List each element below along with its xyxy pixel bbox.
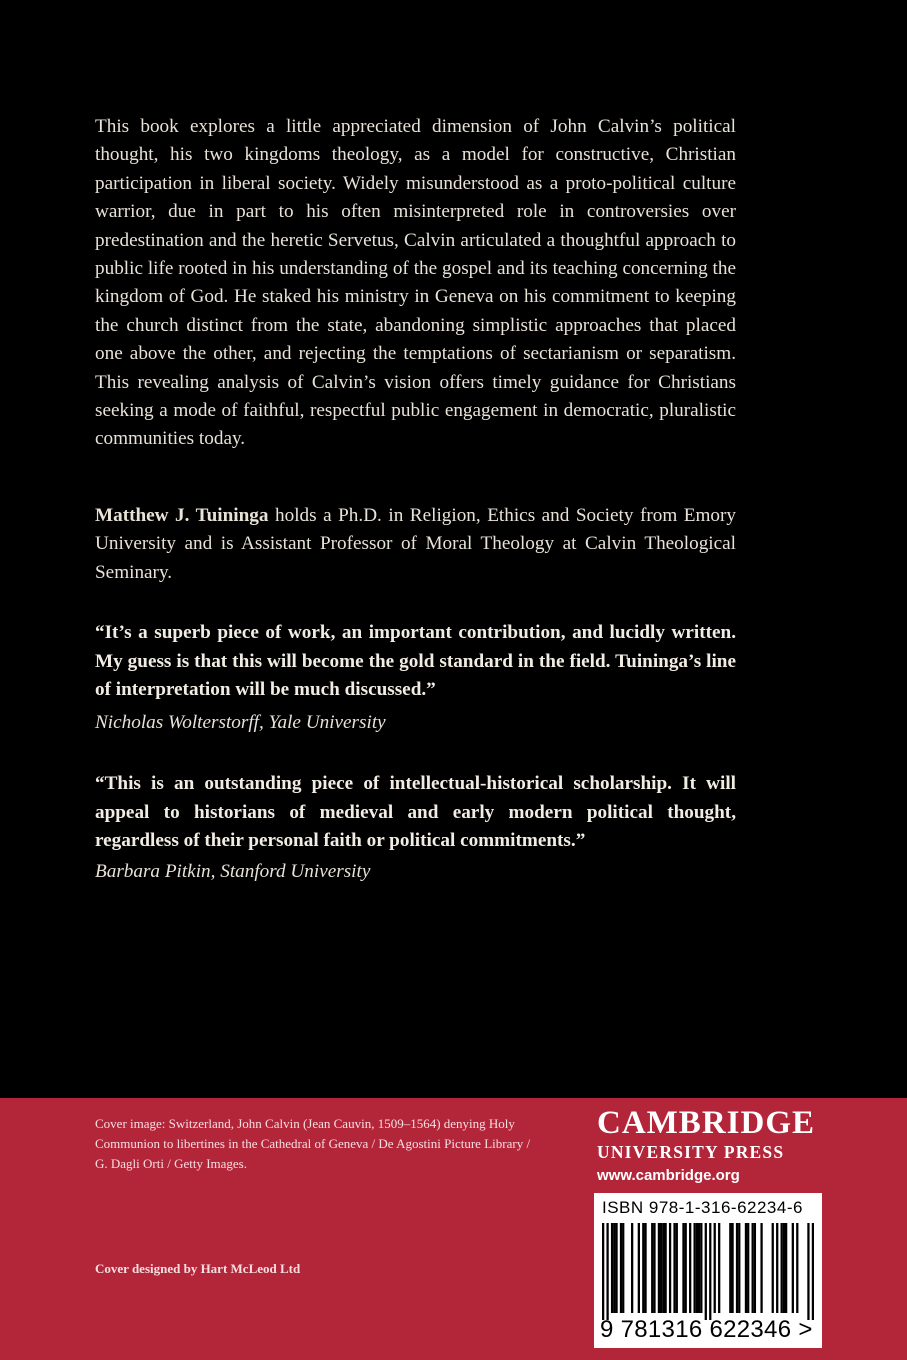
review-attribution-2: Barbara Pitkin, Stanford University (95, 861, 371, 882)
review-quote-2: “This is an outstanding piece of intellectual-historical scholarship. It will appeal to historians of medieval and early modern political thought, regardless of their personal faith or political commitments.” (95, 773, 736, 852)
barcode-bar (754, 1223, 756, 1313)
barcode-bar (785, 1223, 787, 1313)
barcode-bar (752, 1223, 754, 1313)
author-bio-text: holds a Ph.D. in Religion, Ethics and Society from Emory University and is Assistant Professor of Moral Theology at Calvin Theological Seminary. (95, 505, 736, 583)
publisher-subtitle: UNIVERSITY PRESS (597, 1142, 785, 1162)
barcode-bar (745, 1223, 747, 1313)
publisher-name: CAMBRIDGE (597, 1105, 816, 1141)
review-attribution-1: Nicholas Wolterstorff, Yale University (95, 712, 386, 733)
barcode-bar (664, 1223, 666, 1313)
barcode-bar (615, 1223, 617, 1313)
barcode-bar (631, 1223, 633, 1313)
cover-image-credit: Cover image: Switzerland, John Calvin (Jean Cauvin, 1509–1564) denying Holy Communion to libertines in the Cathedral of Geneva / De Agostini Picture Library / G. Dagli Orti / Getty Images. (95, 1116, 531, 1171)
barcode-bar (651, 1223, 653, 1313)
barcode-bar (718, 1223, 720, 1313)
barcode-bar (689, 1223, 691, 1313)
barcode-bar (776, 1223, 778, 1313)
barcode-bar (620, 1223, 622, 1313)
barcode-bar (705, 1223, 707, 1320)
barcode-bar (783, 1223, 785, 1313)
isbn-barcode-box (594, 1193, 822, 1348)
barcode-bar (709, 1223, 711, 1320)
ean-digits: 9 781316 622346 > (600, 1316, 813, 1343)
barcode-bar (613, 1223, 615, 1313)
barcode-bar (714, 1223, 716, 1313)
barcode-bar (812, 1223, 814, 1320)
publisher-url: www.cambridge.org (597, 1167, 740, 1184)
barcode-bar (760, 1223, 762, 1313)
barcode-bar (660, 1223, 662, 1313)
barcode-bar (622, 1223, 624, 1313)
barcode-bar (781, 1223, 783, 1313)
barcode-bar (669, 1223, 671, 1313)
barcode-bar (729, 1223, 731, 1313)
barcode-icon (602, 1223, 814, 1320)
barcode-bar (682, 1223, 684, 1313)
barcode-bar (602, 1223, 604, 1320)
barcode-bar (807, 1223, 809, 1320)
author-bio (95, 502, 736, 587)
barcode-bar (662, 1223, 664, 1313)
barcode-bar (685, 1223, 687, 1313)
barcode-bar (611, 1223, 613, 1313)
barcode-bar (693, 1223, 695, 1313)
barcode-bar (698, 1223, 700, 1313)
barcode-bar (673, 1223, 675, 1313)
barcode-bar (792, 1223, 794, 1313)
barcode-bar (736, 1223, 738, 1313)
barcode-bar (676, 1223, 678, 1313)
review-quote-1: “It’s a superb piece of work, an important contribution, and lucidly written. My guess is that this will become the gold standard in the field. Tuininga’s line of interpretation will be much discussed.” (95, 622, 736, 701)
barcode-bar (653, 1223, 655, 1313)
book-description: This book explores a little appreciated dimension of John Calvin’s political thought, his two kingdoms theology, as a model for constructive, Christian participation in liberal society. Widely misunderstood as a proto-political culture warrior, due in part to his often misinterpreted role in controversies over predestination and the heretic Servetus, Calvin articulated a thoughtful approach to public life rooted in his understanding of the gospel and its teaching concerning the kingdom of God. He staked his ministry in Geneva on his commitment to keeping the church distinct from the state, abandoning simplistic approaches that placed one above the other, and rejecting the temptations of sectarianism or separatism. This revealing analysis of Calvin’s vision offers timely guidance for Christians seeking a mode of faithful, respectful public engagement in democratic, pluralistic communities today. (95, 116, 736, 450)
barcode-bar (738, 1223, 740, 1313)
barcode-bar (606, 1223, 608, 1320)
barcode-bar (696, 1223, 698, 1313)
barcode-bar (731, 1223, 733, 1313)
barcode-bar (700, 1223, 702, 1313)
barcode-bar (747, 1223, 749, 1313)
author-name: Matthew J. Tuininga (95, 505, 269, 526)
barcode-bar (772, 1223, 774, 1313)
barcode-bar (796, 1223, 798, 1313)
isbn-label: ISBN 978-1-316-62234-6 (602, 1198, 803, 1217)
barcode-bar (644, 1223, 646, 1313)
cover-designer-credit: Cover designed by Hart McLeod Ltd (95, 1261, 301, 1276)
barcode-bar (658, 1223, 660, 1313)
barcode-bar (642, 1223, 644, 1313)
barcode-bar (638, 1223, 640, 1313)
